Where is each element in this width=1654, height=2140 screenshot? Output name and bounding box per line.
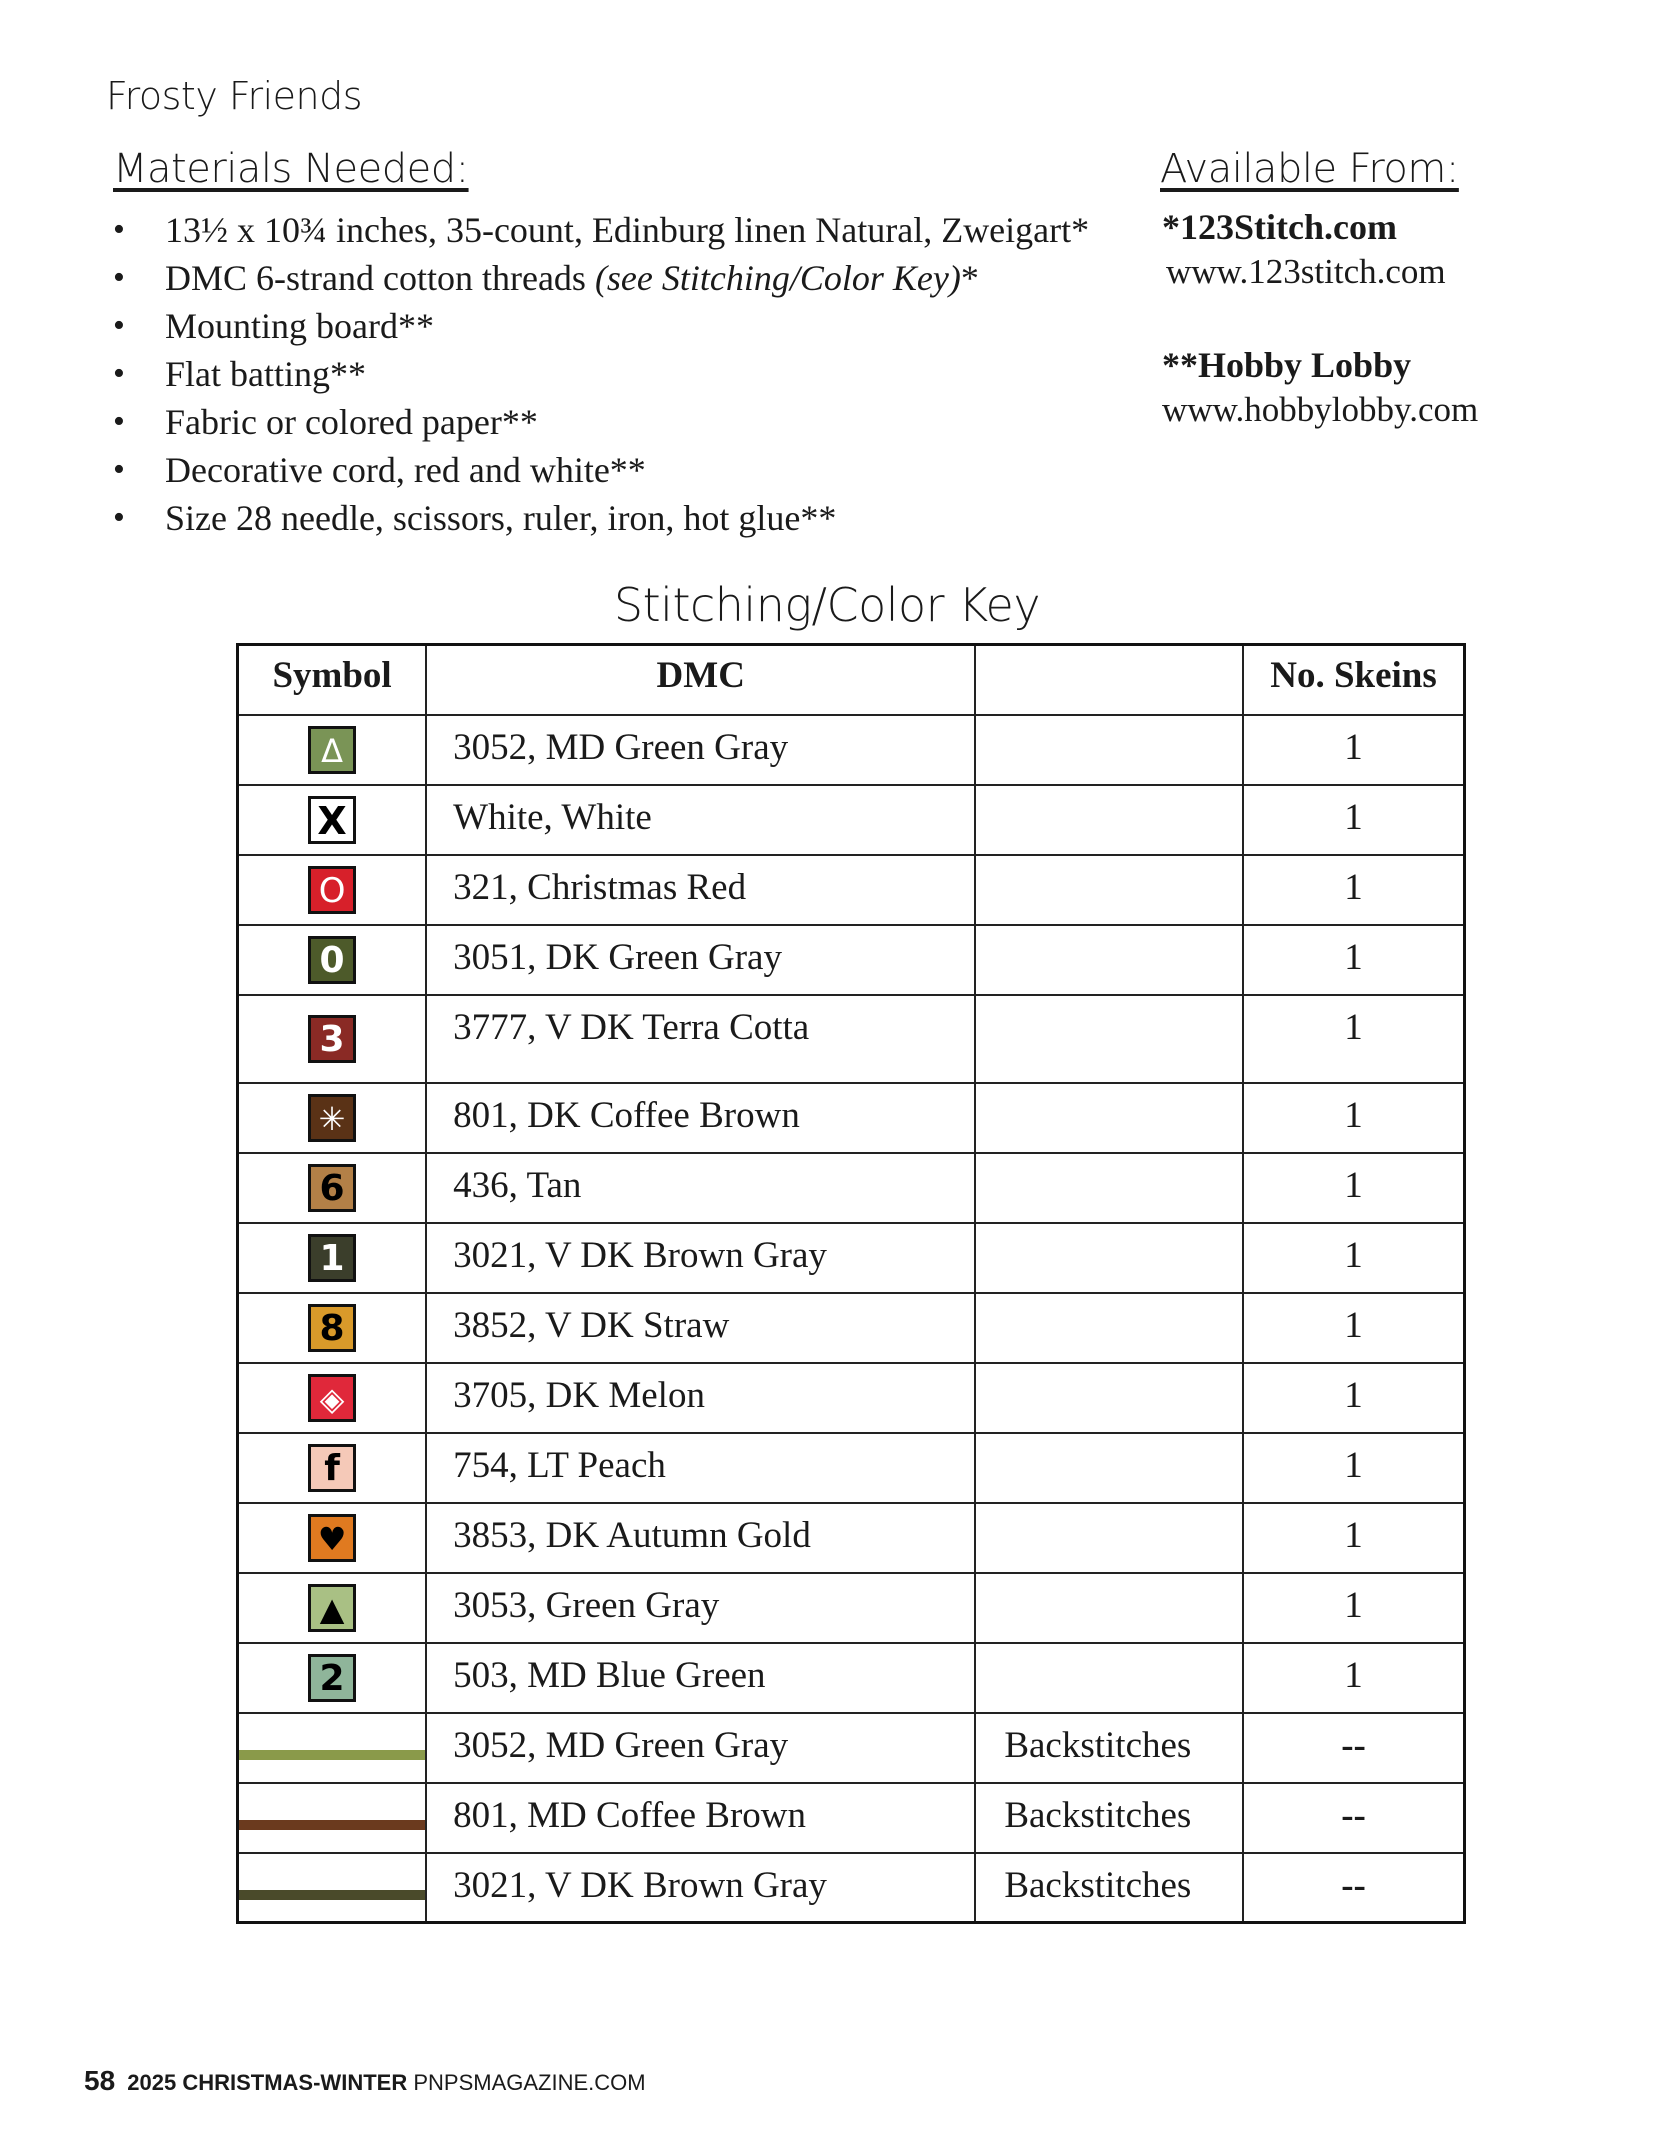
skeins-cell: 1: [1243, 1223, 1464, 1293]
skeins-cell: 1: [1243, 1083, 1464, 1153]
zero-icon: 0: [308, 936, 356, 984]
issue-name: 2025 CHRISTMAS-WINTER: [127, 2070, 408, 2095]
source-url[interactable]: www.123stitch.com: [1166, 252, 1446, 291]
symbol-cell: [238, 995, 427, 1083]
symbol-cell: [238, 1223, 427, 1293]
dmc-cell: White, White: [426, 785, 975, 855]
stitch-type-cell: [975, 1503, 1243, 1573]
header-type: [975, 645, 1243, 715]
dmc-cell: 3777, V DK Terra Cotta: [426, 995, 975, 1083]
dmc-cell: 3051, DK Green Gray: [426, 925, 975, 995]
dmc-cell: 3052, MD Green Gray: [426, 1713, 975, 1783]
table-header-row: [238, 645, 1465, 715]
table-row: [238, 1153, 1465, 1223]
triangle-outline-icon: Δ: [308, 726, 356, 774]
table-row: [238, 1083, 1465, 1153]
dmc-cell: 3053, Green Gray: [426, 1573, 975, 1643]
table-row: [238, 1223, 1465, 1293]
list-item: • Flat batting**: [113, 350, 1089, 398]
symbol-cell: [238, 1783, 427, 1853]
table-row: [238, 1573, 1465, 1643]
symbol-cell: [238, 1853, 427, 1923]
skeins-cell: 1: [1243, 1153, 1464, 1223]
eight-icon: 8: [308, 1304, 356, 1352]
source-name: *123Stitch.com: [1162, 207, 1397, 247]
table-row: [238, 1713, 1465, 1783]
source-name: **Hobby Lobby: [1162, 345, 1412, 385]
header-symbol: Symbol: [238, 645, 427, 715]
list-item: • Mounting board**: [113, 302, 1089, 350]
heart-icon: ♥: [308, 1514, 356, 1562]
dmc-cell: 801, MD Coffee Brown: [426, 1783, 975, 1853]
stitch-type-cell: [975, 995, 1243, 1083]
three-icon: 3: [308, 1015, 356, 1063]
symbol-cell: [238, 1503, 427, 1573]
two-icon: 2: [308, 1654, 356, 1702]
one-icon: 1: [308, 1234, 356, 1282]
diamond-icon: ◈: [308, 1374, 356, 1422]
header-skeins: No. Skeins: [1243, 645, 1464, 715]
skeins-cell: 1: [1243, 1363, 1464, 1433]
source-url[interactable]: www.hobbylobby.com: [1162, 390, 1479, 429]
stitch-type-cell: [975, 1083, 1243, 1153]
symbol-cell: [238, 1713, 427, 1783]
six-icon: 6: [308, 1164, 356, 1212]
triangle-solid-icon: ▲: [308, 1584, 356, 1632]
skeins-cell: 1: [1243, 995, 1464, 1083]
dmc-cell: 436, Tan: [426, 1153, 975, 1223]
symbol-cell: [238, 1573, 427, 1643]
page-footer: [84, 2065, 646, 2097]
dmc-cell: 503, MD Blue Green: [426, 1643, 975, 1713]
dmc-cell: 3021, V DK Brown Gray: [426, 1853, 975, 1923]
backstitch-line-icon: [239, 1820, 425, 1830]
skeins-cell: --: [1243, 1713, 1464, 1783]
pattern-title: Frosty Friends: [106, 74, 363, 118]
dmc-cell: 3052, MD Green Gray: [426, 715, 975, 785]
list-item-note: (see Stitching/Color Key): [594, 258, 961, 298]
site-url: PNPSMAGAZINE.COM: [413, 2070, 646, 2095]
stitch-type-cell: [975, 925, 1243, 995]
stitch-type-cell: Backstitches: [975, 1783, 1243, 1853]
dmc-cell: 3853, DK Autumn Gold: [426, 1503, 975, 1573]
dmc-cell: 3852, V DK Straw: [426, 1293, 975, 1363]
list-item: • Fabric or colored paper**: [113, 398, 1089, 446]
key-title: Stitching/Color Key: [613, 578, 1041, 632]
stitch-type-cell: [975, 1153, 1243, 1223]
f-icon: f: [308, 1444, 356, 1492]
stitch-type-cell: [975, 1573, 1243, 1643]
circle-icon: O: [308, 866, 356, 914]
table-row: [238, 1783, 1465, 1853]
stitch-type-cell: [975, 1223, 1243, 1293]
symbol-cell: [238, 1363, 427, 1433]
symbol-cell: [238, 1643, 427, 1713]
table-row: [238, 1363, 1465, 1433]
page-number: 58: [84, 2065, 116, 2096]
stitch-type-cell: [975, 785, 1243, 855]
skeins-cell: 1: [1243, 855, 1464, 925]
backstitch-line-icon: [239, 1750, 425, 1760]
skeins-cell: --: [1243, 1783, 1464, 1853]
stitch-type-cell: [975, 715, 1243, 785]
symbol-cell: [238, 715, 427, 785]
stitch-type-cell: Backstitches: [975, 1713, 1243, 1783]
materials-list: [113, 206, 1089, 542]
list-item: • Decorative cord, red and white**: [113, 446, 1089, 494]
list-item: • 13½ x 10¾ inches, 35-count, Edinburg linen Natural, Zweigart*: [113, 206, 1089, 254]
skeins-cell: 1: [1243, 1433, 1464, 1503]
skeins-cell: 1: [1243, 925, 1464, 995]
symbol-cell: [238, 785, 427, 855]
symbol-cell: [238, 1153, 427, 1223]
dmc-cell: 3705, DK Melon: [426, 1363, 975, 1433]
stitch-type-cell: [975, 1363, 1243, 1433]
backstitch-line-icon: [239, 1890, 425, 1900]
materials-heading: Materials Needed:: [113, 146, 469, 192]
color-key-table: [236, 643, 1466, 1924]
stitch-type-cell: [975, 1293, 1243, 1363]
table-row: [238, 925, 1465, 995]
table-row: [238, 785, 1465, 855]
dmc-cell: 801, DK Coffee Brown: [426, 1083, 975, 1153]
stitch-type-cell: [975, 1433, 1243, 1503]
symbol-cell: [238, 1433, 427, 1503]
table-row: [238, 1503, 1465, 1573]
dmc-cell: 321, Christmas Red: [426, 855, 975, 925]
table-row: [238, 715, 1465, 785]
stitch-type-cell: Backstitches: [975, 1853, 1243, 1923]
table-row: [238, 1853, 1465, 1923]
list-item: • DMC 6-strand cotton threads (see Stitching/Color Key)*: [113, 254, 1089, 302]
table-row: [238, 1433, 1465, 1503]
symbol-cell: [238, 925, 427, 995]
skeins-cell: 1: [1243, 1573, 1464, 1643]
dmc-cell: 3021, V DK Brown Gray: [426, 1223, 975, 1293]
x-icon: X: [308, 796, 356, 844]
dmc-cell: 754, LT Peach: [426, 1433, 975, 1503]
skeins-cell: 1: [1243, 1643, 1464, 1713]
skeins-cell: 1: [1243, 715, 1464, 785]
skeins-cell: 1: [1243, 785, 1464, 855]
asterisk-icon: ✳: [308, 1094, 356, 1142]
table-row: [238, 1643, 1465, 1713]
skeins-cell: 1: [1243, 1293, 1464, 1363]
stitch-type-cell: [975, 1643, 1243, 1713]
symbol-cell: [238, 1083, 427, 1153]
list-item: • Size 28 needle, scissors, ruler, iron, hot glue**: [113, 494, 1089, 542]
available-heading: Available From:: [1160, 146, 1459, 192]
symbol-cell: [238, 1293, 427, 1363]
stitch-type-cell: [975, 855, 1243, 925]
table-row: [238, 995, 1465, 1083]
skeins-cell: 1: [1243, 1503, 1464, 1573]
symbol-cell: [238, 855, 427, 925]
table-row: [238, 855, 1465, 925]
skeins-cell: --: [1243, 1853, 1464, 1923]
header-dmc: DMC: [426, 645, 975, 715]
table-row: [238, 1293, 1465, 1363]
